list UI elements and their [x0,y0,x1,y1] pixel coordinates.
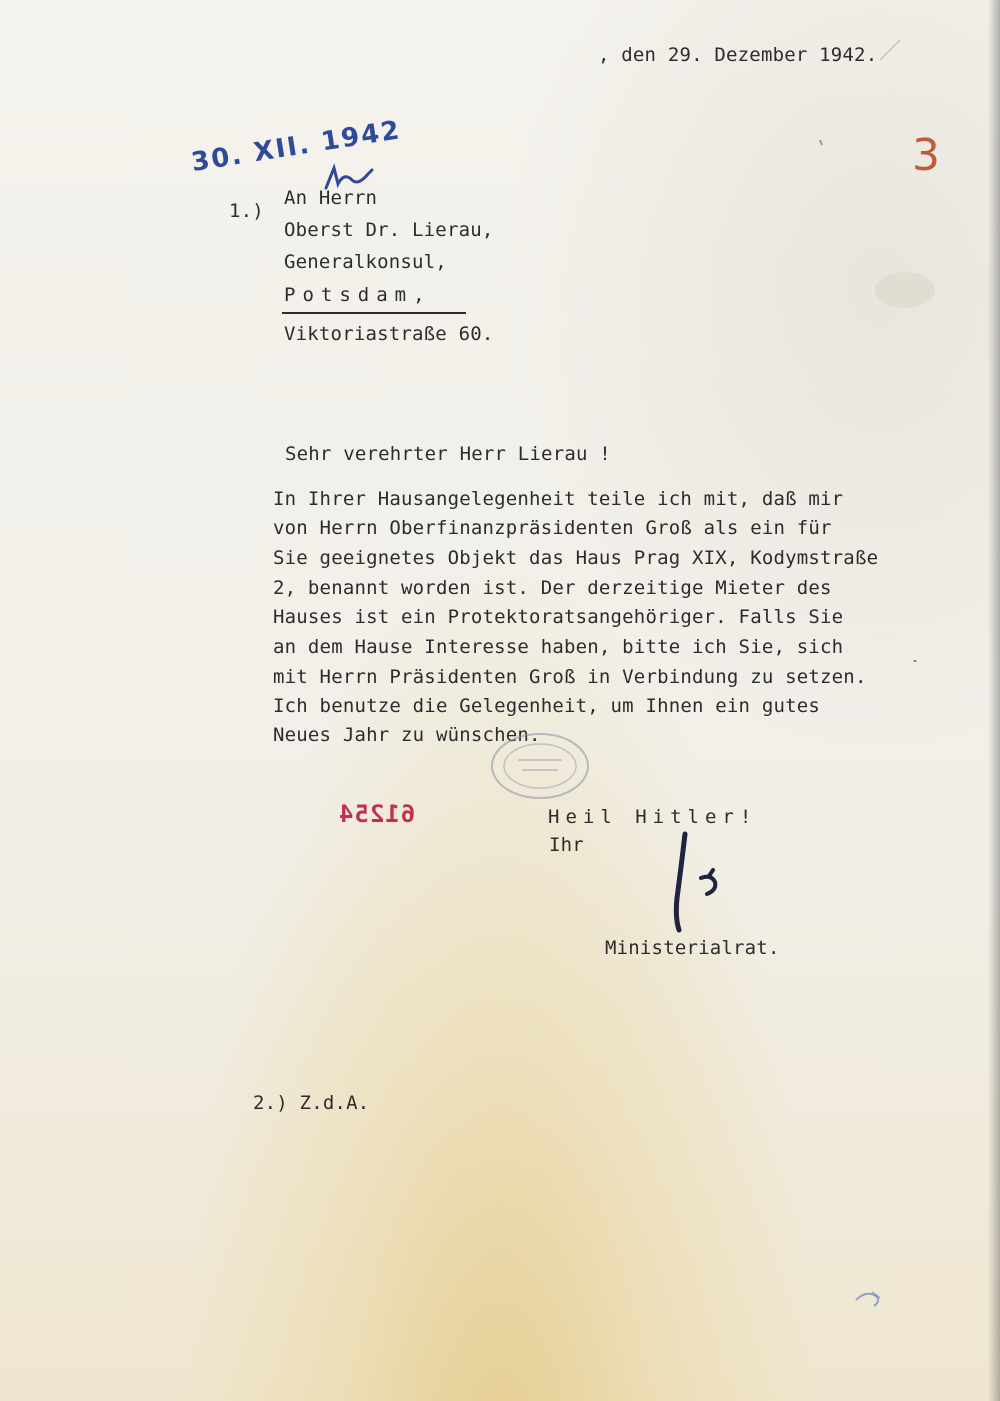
body-line: von Herrn Oberfinanzpräsidenten Groß als ein für [273,517,832,539]
salutation: Sehr verehrter Herr Lierau ! [285,443,611,465]
received-date-stamp: 30. XII. 1942 [189,115,404,178]
red-registration-number: 61254 [338,800,416,828]
item-number-1: 1.) [229,200,264,222]
body-line: 2, benannt worden ist. Der derzeitige Mieter des [273,577,832,599]
signer-title: Ministerialrat. [605,937,780,959]
body-line: Sie geeignetes Objekt das Haus Prag XIX, Kodymstraße [273,547,879,569]
body-line: In Ihrer Hausangelegenheit teile ich mit, daß mir [273,488,844,510]
body-line: an dem Hause Interesse haben, bitte ich Sie, sich [273,636,844,658]
body-line: Ich benutze die Gelegenheit, um Ihnen ein gutes [273,695,821,717]
handwritten-signature [655,828,745,938]
address-line: Generalkonsul, [284,251,447,273]
body-line: mit Herrn Präsidenten Groß in Verbindung zu setzen. [273,666,867,688]
closing-greeting: Heil Hitler! [548,806,758,828]
body-line: Neues Jahr zu wünschen. [273,724,541,746]
closing-pronoun: Ihr [549,834,584,856]
page-number: 3 [912,130,940,181]
address-line: An Herrn [284,187,378,209]
address-street: Viktoriastraße 60. [284,323,494,345]
address-line: Oberst Dr. Lierau, [284,219,494,241]
filing-note: 2.) Z.d.A. [253,1092,370,1114]
round-seal-stamp [488,730,592,800]
city-underline [282,312,466,314]
body-line: Hauses ist ein Protektoratsangehöriger. Falls Sie [273,606,844,628]
letter-date: , den 29. Dezember 1942. [598,44,878,66]
address-city: Potsdam, [284,284,432,306]
